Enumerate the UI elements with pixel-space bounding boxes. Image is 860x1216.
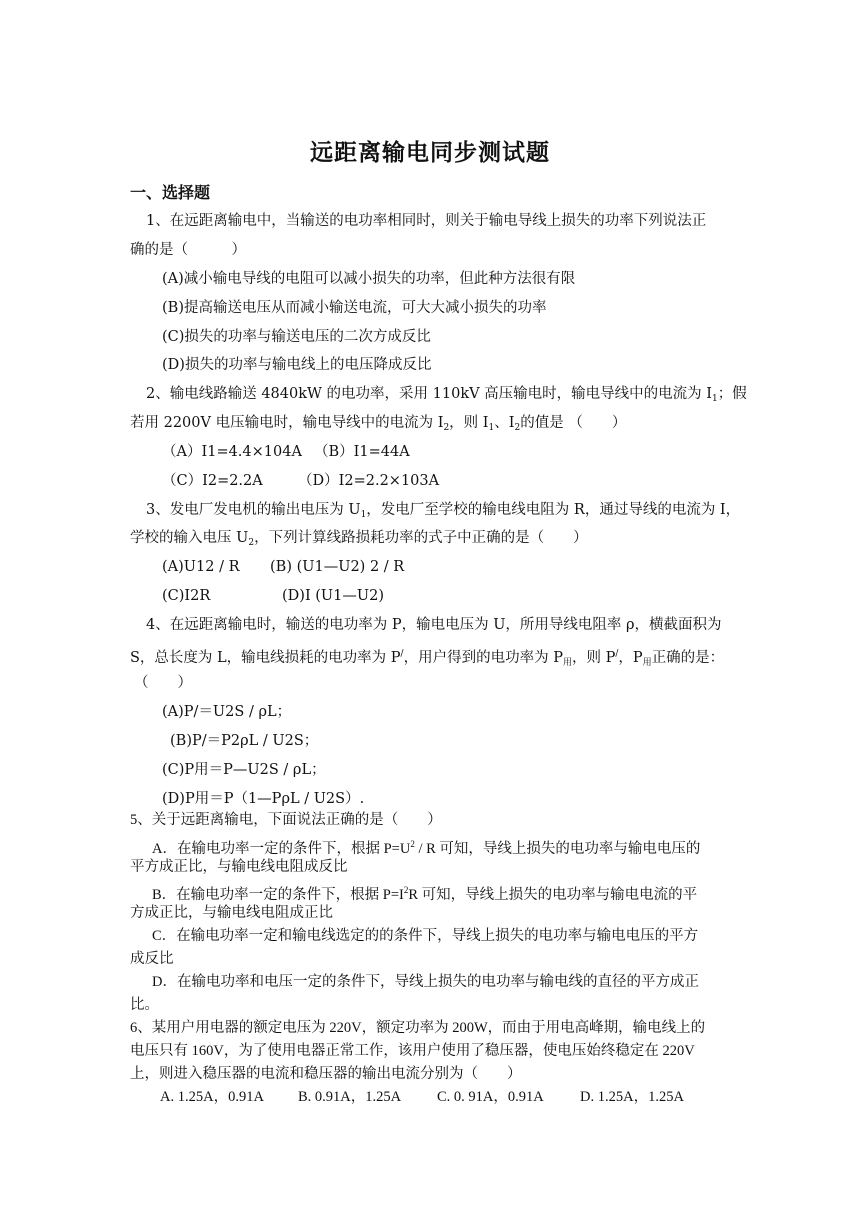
question-5-option-d-line-2: 比。 — [130, 997, 159, 1013]
question-2-option-a: （A）I1=4.4×104A — [162, 444, 302, 460]
question-5-option-c-line-1: C．在输电功率一定和输电线选定的的条件下，导线上损失的电功率与输电电压的平方 — [152, 928, 699, 944]
page-title: 远距离输电同步测试题 — [310, 140, 550, 166]
question-4-line-3: （ ） — [134, 675, 192, 691]
question-3-option-b: (B) (U1—U2) 2 / R — [270, 559, 405, 575]
question-6-option-d: D. 1.25A，1.25A — [580, 1089, 684, 1105]
question-3-option-a: (A)U12 / R — [162, 559, 240, 575]
question-1-option-b: (B)提高输送电压从而减小输送电流，可大大减小损失的功率 — [162, 300, 547, 316]
question-4-option-a: (A)P/＝U2S / ρL； — [162, 704, 292, 720]
question-4-option-d: (D)P用＝P（1—PρL / U2S）. — [162, 791, 365, 807]
question-5-option-b-line-1: B．在输电功率一定的条件下，根据 $P=I^2R$ 可知，导线上损失的电功率与输电电流的平 — [152, 885, 698, 903]
question-3-option-d: (D)I (U1—U2) — [282, 588, 385, 604]
question-4-line-1: 4、在远距离输电时，输送的电功率为 P，输电电压为 U，所用导线电阻率 ρ，横截面积为 — [146, 617, 722, 633]
question-5-option-d-line-1: D．在输电功率和电压一定的条件下，导线上损失的电功率与输电线的直径的平方成正 — [152, 974, 699, 990]
question-5-option-b-line-2: 方成正比，与输电线电阻成正比 — [130, 905, 333, 921]
question-2-line-2: 若用 2200V 电压输电时，输电导线中的电流为 $I_2$，则 $I_1$、$I_2$的值是 （ ） — [130, 415, 627, 433]
question-6-option-c: C. 0. 91A，0.91A — [437, 1089, 544, 1105]
question-5-option-a-line-1: A．在输电功率一定的条件下，根据 $P=U^2 / R$ 可知，导线上损失的电功率与输电电压的 — [152, 839, 701, 857]
question-2-option-b: （B）I1=44A — [314, 444, 410, 460]
question-2-option-c: （C）I2=2.2A — [162, 473, 263, 489]
question-2-line-1: 2、输电线路输送 4840kW 的电功率，采用 110kV 高压输电时，输电导线中的电流为 $I_1$；假 — [146, 386, 747, 404]
question-1-line-1: 1、在远距离输电中，当输送的电功率相同时，则关于输电导线上损失的功率下列说法正 — [146, 213, 707, 229]
question-5-option-c-line-2: 成反比 — [130, 951, 174, 967]
question-3-option-c: (C)I2R — [162, 588, 211, 604]
question-5-line-1: 5、关于远距离输电，下面说法正确的是（ ） — [130, 812, 442, 828]
question-1-option-c: (C)损失的功率与输送电压的二次方成反比 — [162, 329, 431, 345]
question-6-option-b: B. 0.91A，1.25A — [298, 1089, 402, 1105]
question-1-option-d: (D)损失的功率与输电线上的电压降成反比 — [162, 357, 432, 373]
question-4-option-c: (C)P用＝P—U2S / ρL； — [162, 762, 326, 778]
question-1-option-a: (A)减小输电导线的电阻可以减小损失的功率，但此种方法很有限 — [162, 271, 576, 287]
question-2-option-d: （D）I2=2.2×103A — [298, 473, 440, 489]
question-6-option-a: A. 1.25A，0.91A — [160, 1089, 264, 1105]
question-6-line-2: 电压只有 160V，为了使用电器正常工作，该用户使用了稳压器，使电压始终稳定在 220V — [130, 1043, 695, 1059]
question-6-line-1: 6、某用户用电器的额定电压为 220V，额定功率为 200W，而由于用电高峰期，输电线上的 — [130, 1020, 706, 1036]
question-4-option-b: (B)P/＝P2ρL / U2S； — [170, 733, 319, 749]
question-3-line-1: 3、发电厂发电机的输出电压为 $U_1$，发电厂至学校的输电线电阻为 R，通过导线的电流为 I， — [146, 502, 741, 520]
question-5-option-a-line-2: 平方成正比，与输电线电阻成反比 — [130, 859, 348, 875]
question-4-line-2: S，总长度为 L，输电线损耗的电功率为 P/，用户得到的电功率为 $P_用$，则 P/，$P_用$正确的是： — [130, 649, 725, 668]
question-6-line-3: 上，则进入稳压器的电流和稳压器的输出电流分别为（ ） — [130, 1066, 522, 1082]
question-1-line-2: 确的是（ ） — [130, 242, 246, 258]
question-3-line-2: 学校的输入电压 $U_2$，下列计算线路损耗功率的式子中正确的是（ ） — [130, 530, 588, 548]
section-heading: 一、选择题 — [130, 183, 211, 202]
